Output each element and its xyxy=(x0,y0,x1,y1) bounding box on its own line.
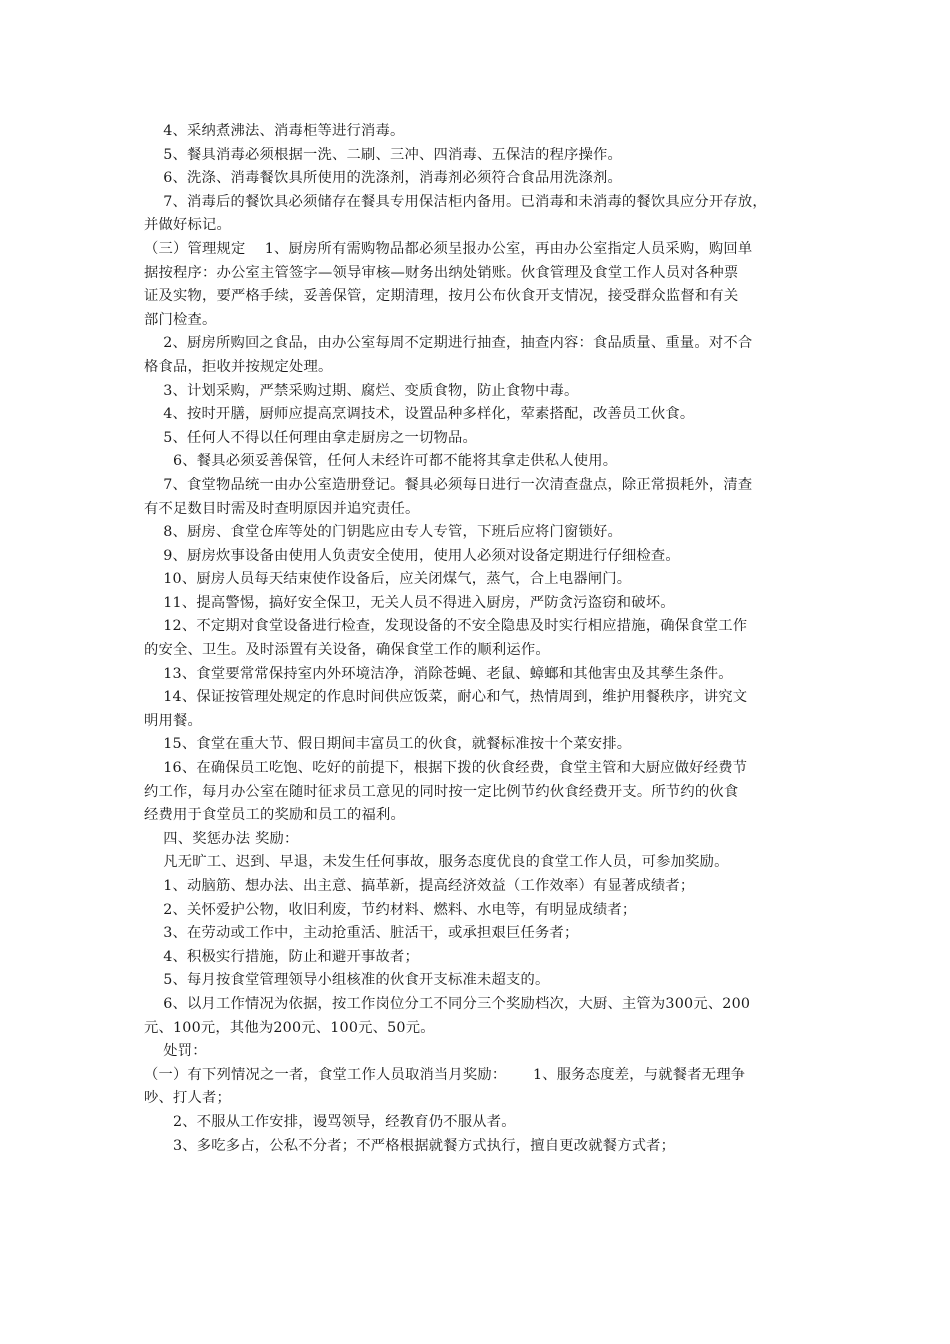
text-line: 5、餐具消毒必须根据一洗、二刷、三冲、四消毒、五保洁的程序操作。 xyxy=(144,146,622,163)
text-line: 11、提高警惕，搞好安全保卫，无关人员不得进入厨房，严防贪污盗窃和破坏。 xyxy=(144,594,675,611)
text-line: 4、采纳煮沸法、消毒柜等进行消毒。 xyxy=(144,123,405,139)
document-body xyxy=(144,120,814,1158)
text-line: 四、奖惩办法 奖励： xyxy=(144,830,299,847)
text-line: 处罚： xyxy=(144,1043,207,1060)
text-line: 5、每月按食堂管理领导小组核准的伙食开支标准未超支的。 xyxy=(144,972,550,989)
text-line: 16、在确保员工吃饱、吃好的前提下，根据下拨的伙食经费，食堂主管和大厨应做好经费节 xyxy=(144,760,748,777)
text-line: 元、100元，其他为200元、100元、50元。 xyxy=(144,1019,435,1036)
text-line: （一）有下列情况之一者，食堂工作人员取消当月奖励： 1、服务态度差，与就餐者无理争 xyxy=(144,1066,746,1083)
text-line: 凡无旷工、迟到、早退，未发生任何事故，服务态度优良的食堂工作人员，可参加奖励。 xyxy=(144,854,729,871)
text-line: 并做好标记。 xyxy=(144,217,231,234)
text-line: 6、餐具必须妥善保管，任何人未经许可都不能将其拿走供私人使用。 xyxy=(144,453,618,470)
text-line: 2、厨房所购回之食品，由办公室每周不定期进行抽查，抽查内容：食品质量、重量。对不合 xyxy=(144,335,753,352)
text-line: 1、动脑筋、想办法、出主意、搞革新，提高经济效益（工作效率）有显著成绩者； xyxy=(144,878,695,894)
text-line: 9、厨房炊事设备由使用人负责安全使用，使用人必须对设备定期进行仔细检查。 xyxy=(144,547,680,564)
text-line: 3、在劳动或工作中，主动抢重活、脏活干，或承担艰巨任务者； xyxy=(144,925,579,942)
text-line: 8、厨房、食堂仓库等处的门钥匙应由专人专管，下班后应将门窗锁好。 xyxy=(144,524,622,541)
text-line: 6、洗涤、消毒餐饮具所使用的洗涤剂，消毒剂必须符合食品用洗涤剂。 xyxy=(144,170,622,187)
text-line: 12、不定期对食堂设备进行检查，发现设备的不安全隐患及时实行相应措施，确保食堂工作 xyxy=(144,618,748,635)
text-line: 7、食堂物品统一由办公室造册登记。餐具必须每日进行一次清查盘点，除正常损耗外，清查 xyxy=(144,476,753,493)
text-line: 证及实物，要严格手续，妥善保管，定期清理，按月公布伙食开支情况，接受群众监督和有关 xyxy=(144,288,739,305)
text-line: 7、消毒后的餐饮具必须储存在餐具专用保洁柜内备用。已消毒和未消毒的餐饮具应分开存放， xyxy=(144,193,767,210)
text-line: 14、保证按管理处规定的作息时间供应饭菜，耐心和气，热情周到，维护用餐秩序，讲究文 xyxy=(144,689,748,706)
text-line: 2、关怀爱护公物，收旧利废，节约材料、燃料、水电等，有明显成绩者； xyxy=(144,901,637,918)
text-line: 格食品，拒收并按规定处理。 xyxy=(144,358,333,375)
text-line: 6、以月工作情况为依据，按工作岗位分工不同分三个奖励档次，大厨、主管为300元、200 xyxy=(144,995,751,1012)
text-line: 5、任何人不得以任何理由拿走厨房之一切物品。 xyxy=(144,429,477,446)
text-line: 2、不服从工作安排，谩骂领导，经教育仍不服从者。 xyxy=(144,1113,516,1130)
text-line: 的安全、卫生。及时添置有关设备，确保食堂工作的顺利运作。 xyxy=(144,642,550,659)
text-line: 经费用于食堂员工的奖励和员工的福利。 xyxy=(144,807,405,824)
text-line: 吵、打人者； xyxy=(144,1090,231,1107)
text-line: （三）管理规定 1、厨房所有需购物品都必须呈报办公室，再由办公室指定人员采购，购回单 xyxy=(144,240,753,257)
text-line: 4、按时开膳，厨师应提高烹调技术，设置品种多样化，荤素搭配，改善员工伙食。 xyxy=(144,406,695,423)
text-line: 据按程序：办公室主管签字—领导审核—财务出纳处销账。伙食管理及食堂工作人员对各种票 xyxy=(144,264,739,281)
text-line: 明用餐。 xyxy=(144,712,202,729)
text-line: 部门检查。 xyxy=(144,311,217,328)
text-line: 13、食堂要常常保持室内外环境洁净，消除苍蝇、老鼠、蟑螂和其他害虫及其孳生条件。 xyxy=(144,665,733,682)
text-line: 10、厨房人员每天结束使作设备后，应关闭煤气，蒸气，合上电器闸门。 xyxy=(144,571,632,588)
text-line: 3、多吃多占，公私不分者；不严格根据就餐方式执行，擅自更改就餐方式者； xyxy=(144,1137,676,1154)
text-line: 有不足数目时需及时查明原因并追究责任。 xyxy=(144,500,420,517)
text-line: 15、食堂在重大节、假日期间丰富员工的伙食，就餐标准按十个菜安排。 xyxy=(144,736,632,753)
text-line: 4、积极实行措施，防止和避开事故者； xyxy=(144,948,419,965)
text-line: 3、计划采购，严禁采购过期、腐烂、变质食物，防止食物中毒。 xyxy=(144,382,579,399)
text-line: 约工作，每月办公室在随时征求员工意见的同时按一定比例节约伙食经费开支。所节约的伙食 xyxy=(144,783,739,800)
